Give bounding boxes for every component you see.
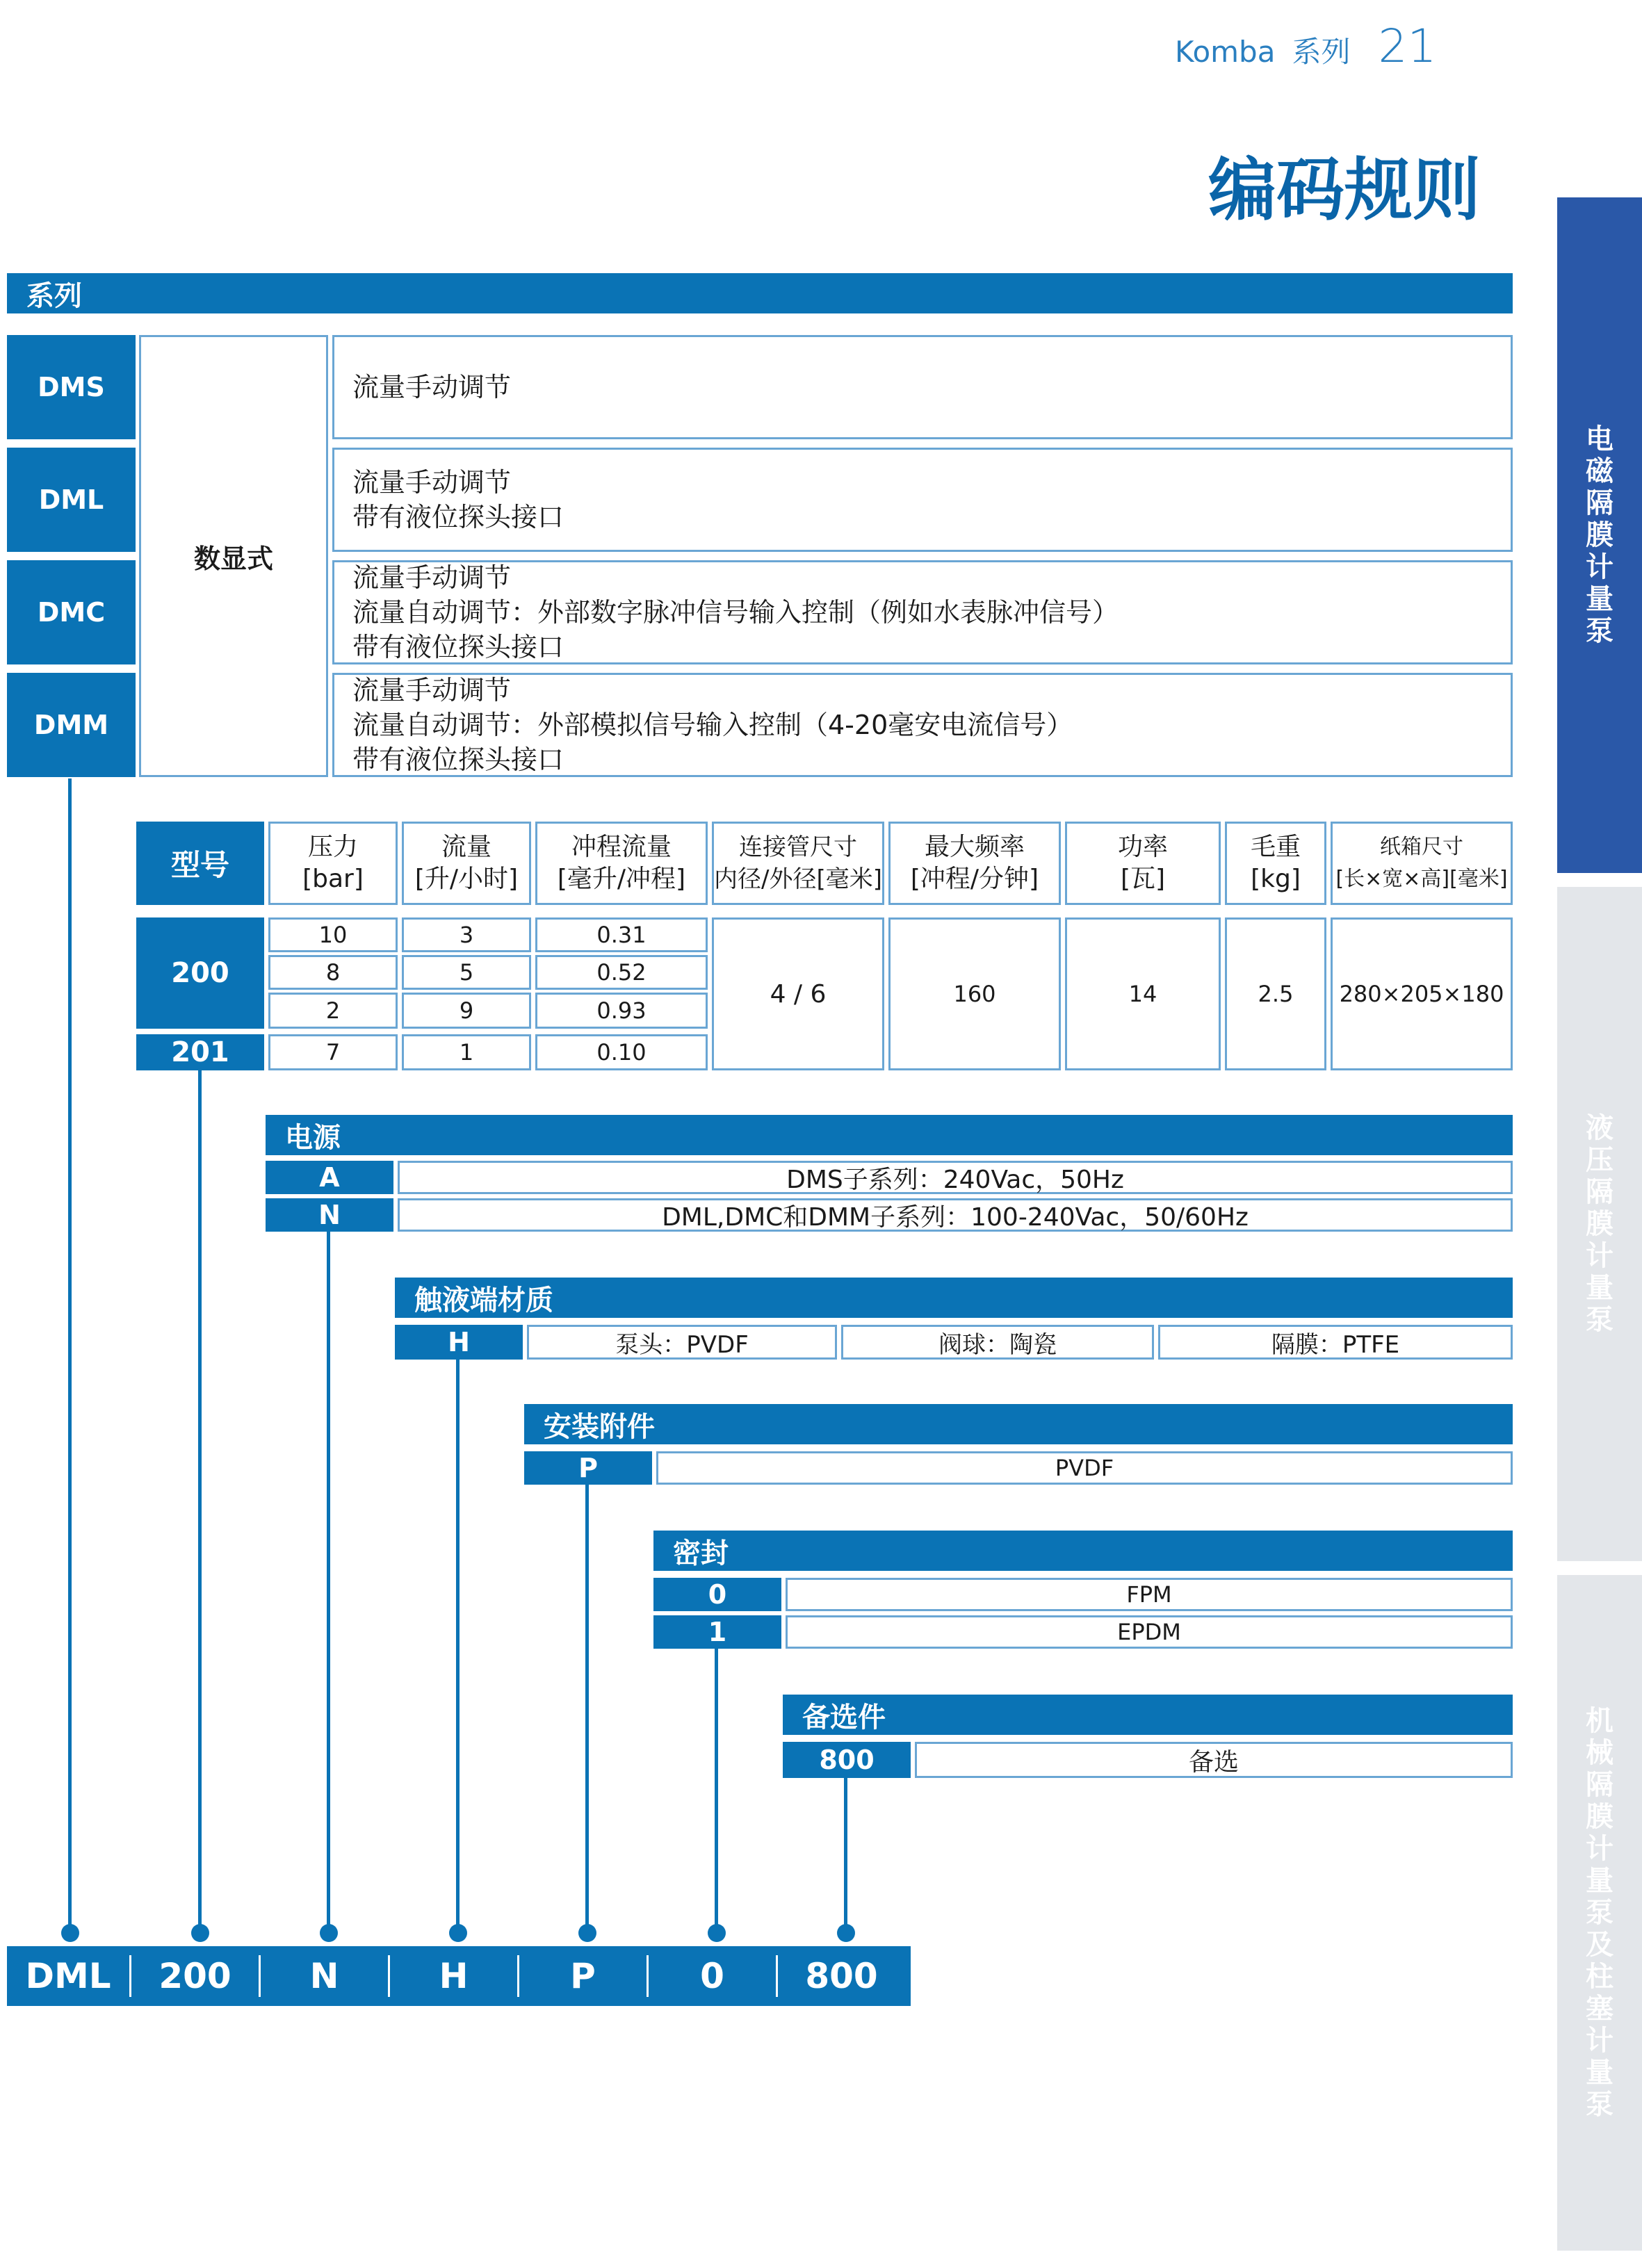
header-power: 功率 [瓦] (1065, 822, 1221, 905)
series-code-dmc: DMC (7, 560, 136, 664)
series-code-dms: DMS (7, 335, 136, 439)
material-code-h: H (395, 1325, 523, 1360)
code-segment-material: H (439, 1956, 469, 1996)
material-valve-ball: 阀球：陶瓷 (841, 1325, 1154, 1360)
header-flow: 流量 [升/小时] (402, 822, 531, 905)
stroke-200-2: 0.52 (535, 955, 708, 990)
side-tab-hydraulic[interactable]: 液压隔膜计量泵 (1557, 887, 1642, 1561)
connector-dot (61, 1924, 79, 1942)
weight-value: 2.5 (1225, 917, 1326, 1070)
series-bar: 系列 (7, 273, 1513, 313)
accessory-text: PVDF (656, 1451, 1513, 1485)
header-weight: 毛重 [kg] (1225, 822, 1326, 905)
power-supply-bar: 电源 (266, 1115, 1513, 1155)
seal-code-0: 0 (653, 1578, 781, 1611)
connector-dot (708, 1924, 726, 1942)
brand-series: 系列 (1292, 35, 1351, 69)
stroke-200-3: 0.93 (535, 993, 708, 1029)
connector-option (844, 1778, 847, 1932)
series-desc-dmm: 流量手动调节 流量自动调节：外部模拟信号输入控制（4-20毫安电流信号） 带有液位探头接口 (332, 673, 1513, 777)
connector-series (68, 778, 72, 1932)
power-code-n: N (266, 1198, 393, 1232)
model-header: 型号 (136, 822, 264, 905)
brand-name: Komba (1175, 35, 1276, 69)
connector-dot (191, 1924, 209, 1942)
flow-200-3: 9 (402, 993, 531, 1029)
option-code-800: 800 (783, 1742, 911, 1778)
seal-text-epdm: EPDM (786, 1615, 1513, 1649)
power-text-n: DML,DMC和DMM子系列：100-240Vac，50/60Hz (398, 1198, 1513, 1232)
model-code-201: 201 (136, 1034, 264, 1070)
connector-model (198, 1070, 202, 1932)
connector-seal (715, 1649, 718, 1932)
option-text: 备选 (915, 1742, 1513, 1778)
seal-text-fpm: FPM (786, 1578, 1513, 1611)
pipe-size-value: 4 / 6 (712, 917, 884, 1070)
power-value: 14 (1065, 917, 1221, 1070)
flow-200-1: 3 (402, 917, 531, 952)
header-pressure: 压力 [bar] (268, 822, 398, 905)
side-tab-mechanical[interactable]: 机械隔膜计量泵及柱塞计量泵 (1557, 1575, 1642, 2251)
material-diaphragm: 隔膜：PTFE (1158, 1325, 1513, 1360)
model-code-200: 200 (136, 917, 264, 1029)
pressure-201: 7 (268, 1034, 398, 1070)
connector-dot (449, 1924, 467, 1942)
pressure-200-2: 8 (268, 955, 398, 990)
connector-dot (837, 1924, 855, 1942)
page-header (1175, 19, 1453, 73)
pressure-200-3: 2 (268, 993, 398, 1029)
material-pump-head: 泵头：PVDF (527, 1325, 837, 1360)
header-max-frequency: 最大频率 [冲程/分钟] (888, 822, 1061, 905)
power-text-a: DMS子系列：240Vac，50Hz (398, 1161, 1513, 1194)
header-pipe-size: 连接管尺寸 内径/外径[毫米] (712, 822, 884, 905)
material-bar: 触液端材质 (395, 1278, 1513, 1318)
seal-bar: 密封 (653, 1531, 1513, 1571)
power-code-a: A (266, 1161, 393, 1194)
code-segment-series: DML (25, 1956, 111, 1996)
code-example-bar (7, 1946, 911, 2006)
series-type-label: 数显式 (139, 335, 328, 777)
side-tab-electromagnetic[interactable]: 电磁隔膜计量泵 (1557, 197, 1642, 873)
code-segment-option: 800 (805, 1956, 878, 1996)
option-bar: 备选件 (783, 1695, 1513, 1735)
connector-dot (578, 1924, 596, 1942)
connector-power (327, 1232, 330, 1932)
flow-201: 1 (402, 1034, 531, 1070)
stroke-200-1: 0.31 (535, 917, 708, 952)
series-desc-dmc: 流量手动调节 流量自动调节：外部数字脉冲信号输入控制（例如水表脉冲信号） 带有液位探头接口 (332, 560, 1513, 664)
header-box-size: 纸箱尺寸 [长×宽×高][毫米] (1331, 822, 1513, 905)
accessory-code-p: P (524, 1451, 652, 1485)
series-code-dml: DML (7, 448, 136, 552)
code-segment-seal: 0 (700, 1956, 724, 1996)
code-segment-accessory: P (570, 1956, 596, 1996)
page-number: 21 (1378, 19, 1437, 73)
code-segment-power: N (309, 1956, 339, 1996)
connector-material (456, 1359, 460, 1932)
series-code-dmm: DMM (7, 673, 136, 777)
header-stroke-volume: 冲程流量 [毫升/冲程] (535, 822, 708, 905)
series-desc-dms: 流量手动调节 (332, 335, 1513, 439)
connector-accessory (585, 1483, 589, 1932)
pressure-200-1: 10 (268, 917, 398, 952)
page-title: 编码规则 (1208, 151, 1481, 230)
connector-dot (320, 1924, 338, 1942)
stroke-201: 0.10 (535, 1034, 708, 1070)
code-segment-model: 200 (158, 1956, 231, 1996)
max-frequency-value: 160 (888, 917, 1061, 1070)
series-desc-dml: 流量手动调节 带有液位探头接口 (332, 448, 1513, 552)
box-size-value: 280×205×180 (1331, 917, 1513, 1070)
accessory-bar: 安装附件 (524, 1404, 1513, 1444)
flow-200-2: 5 (402, 955, 531, 990)
seal-code-1: 1 (653, 1615, 781, 1649)
